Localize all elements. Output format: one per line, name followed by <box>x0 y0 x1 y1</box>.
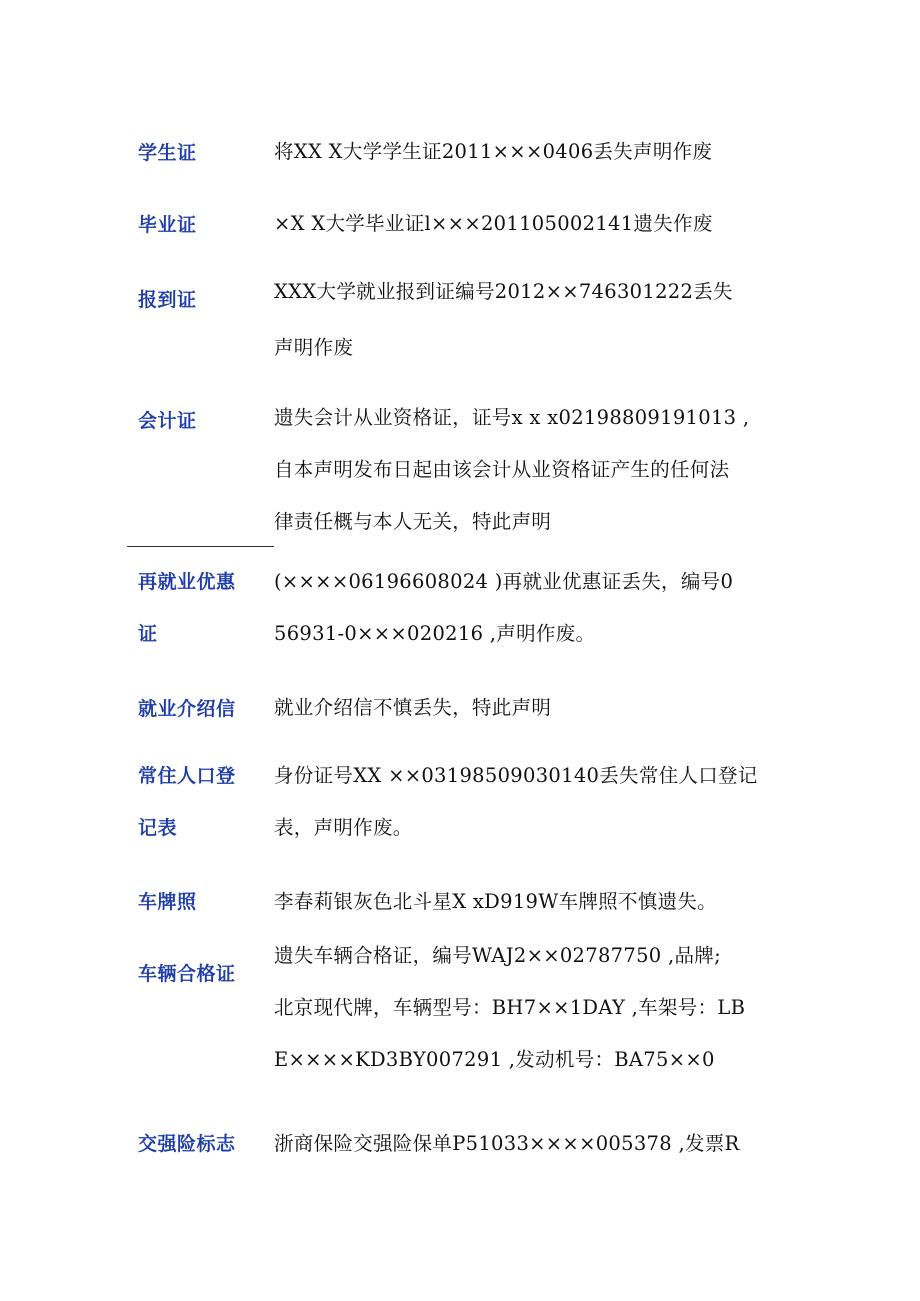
entry-label-line: 就业介绍信 <box>138 698 236 720</box>
entry-label <box>138 556 236 660</box>
entry-text-line: 律责任概与本人无关，特此声明 <box>274 510 552 533</box>
entry-label-line: 车牌照 <box>138 891 197 913</box>
entry-label <box>138 1129 236 1156</box>
entry-text-line: 声明作废 <box>274 336 354 359</box>
entry-text-line: E××××KD3BY007291 ,发动机号：BA75××0 <box>274 1048 715 1071</box>
entry-text-line: (××××06196608024 )再就业优惠证丢失，编号0 <box>274 570 734 593</box>
entry-label-line: 再就业优惠 <box>138 571 236 593</box>
entry-label-line: 报到证 <box>138 289 197 311</box>
entry-text-line: XXX大学就业报到证编号2012××746301222丢失 <box>274 280 733 303</box>
entry-text-line: 表，声明作废。 <box>274 816 413 839</box>
entry-label <box>138 694 236 721</box>
entry-text <box>274 264 794 376</box>
entry-text-line: 56931-0×××020216 ,声明作废。 <box>274 622 596 645</box>
entry-text-line: 自本声明发布日起由该会计从业资格证产生的任何法 <box>274 458 730 481</box>
entry-text <box>274 392 794 548</box>
entry-text <box>274 1128 794 1156</box>
entry-text-line: 遗失会计从业资格证，证号x x x02198809191013 , <box>274 406 750 429</box>
entry-text-line: 就业介绍信不慎丢失，特此声明 <box>274 696 552 719</box>
entry-label-line: 常住人口登 <box>138 765 236 787</box>
entry-text-line: 李春莉银灰色北斗星X xD919W车牌照不慎遗失。 <box>274 890 717 913</box>
entry-text <box>274 886 794 914</box>
entry-label-line: 交强险标志 <box>138 1133 236 1155</box>
entry-text-line: ×X X大学毕业证l×××201105002141遗失作废 <box>274 212 713 235</box>
entry-label-line: 毕业证 <box>138 214 197 236</box>
entry-label-line: 车辆合格证 <box>138 963 236 985</box>
entry-text-line: 将XX X大学学生证2011×××0406丢失声明作废 <box>274 140 713 163</box>
entry-text <box>274 692 794 720</box>
entry-text <box>274 556 794 660</box>
entry-label <box>138 406 197 433</box>
entry-text <box>274 208 794 236</box>
entry-label <box>138 210 197 237</box>
entry-label-line: 学生证 <box>138 142 197 164</box>
entry-label-line: 记表 <box>138 817 178 839</box>
entry-text <box>274 930 794 1086</box>
entry-label <box>138 959 236 986</box>
entry-label <box>138 138 197 165</box>
entry-label <box>138 887 197 914</box>
entry-text-line: 身份证号XX ××03198509030140丢失常住人口登记 <box>274 764 758 787</box>
entry-label <box>138 285 197 312</box>
entry-text-line: 遗失车辆合格证，编号WAJ2××02787750 ,品牌; <box>274 944 721 967</box>
entry-label-line: 证 <box>138 623 158 645</box>
entry-label <box>138 750 236 854</box>
divider-line <box>127 546 274 547</box>
entry-text-line: 北京现代牌，车辆型号：BH7××1DAY ,车架号：LB <box>274 996 746 1019</box>
entry-label-line: 会计证 <box>138 410 197 432</box>
entry-text <box>274 136 794 164</box>
entry-text <box>274 750 794 854</box>
entry-text-line: 浙商保险交强险保单P51033××××005378 ,发票R <box>274 1132 740 1155</box>
